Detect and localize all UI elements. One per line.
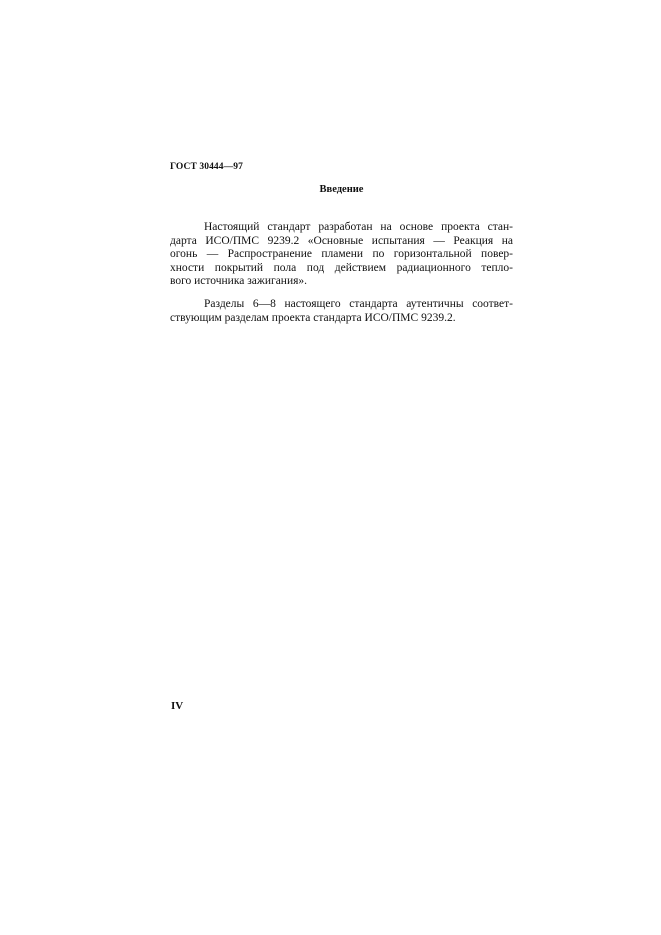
paragraph-line: огонь — Распространение пламени по горизонтальной повер- bbox=[170, 248, 513, 261]
paragraph-line: хности покрытий пола под действием радиационного тепло- bbox=[170, 261, 513, 274]
paragraph-1 bbox=[170, 221, 513, 289]
paragraph-2 bbox=[170, 298, 513, 325]
paragraph-line: Настоящий стандарт разработан на основе проекта стан- bbox=[204, 221, 513, 233]
standard-code-header: ГОСТ 30444—97 bbox=[170, 162, 243, 172]
paragraph-line: дарта ИСО/ПМС 9239.2 «Основные испытания — Реакция на bbox=[170, 234, 513, 247]
paragraph-spacer bbox=[170, 289, 513, 298]
section-title: Введение bbox=[319, 184, 364, 195]
paragraph-line: вого источника зажигания». bbox=[170, 275, 308, 288]
paragraph-line: ствующим разделам проекта стандарта ИСО/ПМС 9239.2. bbox=[170, 311, 456, 324]
paragraph-line: Разделы 6—8 настоящего стандарта аутентичны соответ- bbox=[204, 297, 513, 310]
introduction-text bbox=[170, 221, 513, 325]
page-number: IV bbox=[171, 700, 184, 712]
